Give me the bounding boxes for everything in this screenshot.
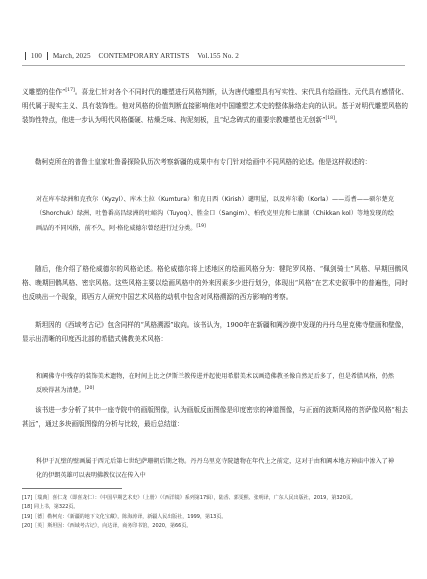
paragraph-text: 。喜龙仁针对各个不同时代的雕塑进行风格判断，认为唐代雕塑具有写实性、宋代具有绘画性、元代具有感情化、明代属于现实主义、具有装饰性。他对风格的价值判断直接影响他对中国雕塑艺术史的整体脉络走向的认识。基于对明代雕塑风格的装饰性特点，他进一步认为明代风格僵硬、枯燥乏味、拘泥刻板，且“纪念碑式的重要宗教雕塑也无创新” [22, 88, 408, 124]
block-quote-1 [36, 193, 394, 236]
footnote: [18] 同上书，第322页。 [22, 504, 79, 511]
paragraph-1 [22, 86, 408, 128]
quote-text: 对在库车绿洲和克孜尔（Kyzyl）、库木土拉（Kumtura）和克日西（Kirish）谴明屋，以及库尔勒（Korla）——焉耆——硕尔楚克（Shorchuk）绿洲、吐鲁番高昌绿洲的吐峪沟（Tuyoq）、胜金口（Sangim）、柏孜克里克和七康湖（Chikkan kol）等地发现的绘画品的不同风格，前不久，阿·格伦威德尔曾经进行过分类。 [36, 196, 394, 232]
header-divider [25, 52, 26, 60]
paragraph-5: 该书进一步分析了其中一座寺院中的画版图像，认为画版反面图像是印度密宗的神道图像，与正面的波斯风格的菩萨像风格“相去甚远”，通过多块画版图像的分析与比较，最后总结道： [22, 406, 408, 428]
journal-title: CONTEMPORARY ARTISTS [98, 52, 190, 60]
footnote-ref: [17] [65, 87, 75, 93]
footnote-ref: [20] [84, 386, 95, 392]
block-quote-2 [36, 370, 394, 399]
paragraph-text: 义雕塑的佳作” [22, 88, 66, 96]
issue-date: March, 2025 [52, 52, 91, 60]
block-quote-3: 科伊于瓦壁的壁画属于西元后第七世纪萨珊朝后期之物。丹丹乌里克寺院遗物在年代上之前定，这对于由和阗本地方神庙中渗入了神化的伊朗英雄可以表明佛教仪汉在传入中 [36, 458, 394, 480]
quote-text: 和阗佛寺中残存的装饰美术遗物，在时间上比之伊斯兰教传进并起使用希腊美术以画造佛教圣像自然足后多了，但是希腊风格，仍然反映得甚为清楚。 [36, 373, 394, 395]
footnote: [19]［德］勒柯克：《新疆的地下文化宝藏》，陈海涛译，新疆人民出版社，1999，第13页。 [22, 513, 227, 520]
paragraph-4: 斯坦因的《西域考古记》包含同样的“风格溯源”取向。该书认为，1900年在新疆和阗沙漠中发现的丹丹乌里克佛寺壁画和壁像，显示出清晰的印度西北部的希腊式佛教美术风格： [22, 321, 408, 343]
footnote: [17]［瑞典］喜仁龙（即喜龙仁）：《中国早期艺术史》（上册）（《西洋镜》系列第17辑），陆香、郭雯熙、张明译，广东人民出版社，2019，第320页。 [22, 495, 356, 501]
header-divider [47, 52, 48, 60]
footnote: [20]［英］斯坦因：《西域考古记》，向达译，商务印书馆，2020，第66页。 [22, 522, 192, 529]
paragraph-2: 勒柯克所在的普鲁士皇家吐鲁番探险队历次考察新疆的成果中有专门针对绘画中不同风格的论述。他是这样叙述的： [35, 158, 372, 166]
footnote-ref: [19] [196, 223, 206, 229]
page-number: 100 [30, 52, 42, 60]
footnote-divider [22, 488, 122, 489]
footnote-ref: [18] [325, 115, 335, 121]
running-header [22, 52, 402, 60]
header-rule [22, 65, 405, 66]
paragraph-text: 。 [334, 115, 342, 124]
footnotes [22, 494, 408, 531]
volume-info: Vol.155 No. 2 [197, 52, 239, 60]
paragraph-3: 随后，他介绍了格伦威德尔的风格论述。格伦威德尔将上述地区的绘画风格分为：犍陀罗风格、“佩剑骑士”风格、早期回鹘风格、晚期回鹘风格、密宗风格。这些风格主要以绘画风格中的外来因素多少进行划分，体现出“风格”在艺术史叙事中的普遍性，同时也反映出一个现象，即西方人研究中国艺术风格的动机中包含对风格溯源的西方影响的考察。 [22, 265, 408, 301]
